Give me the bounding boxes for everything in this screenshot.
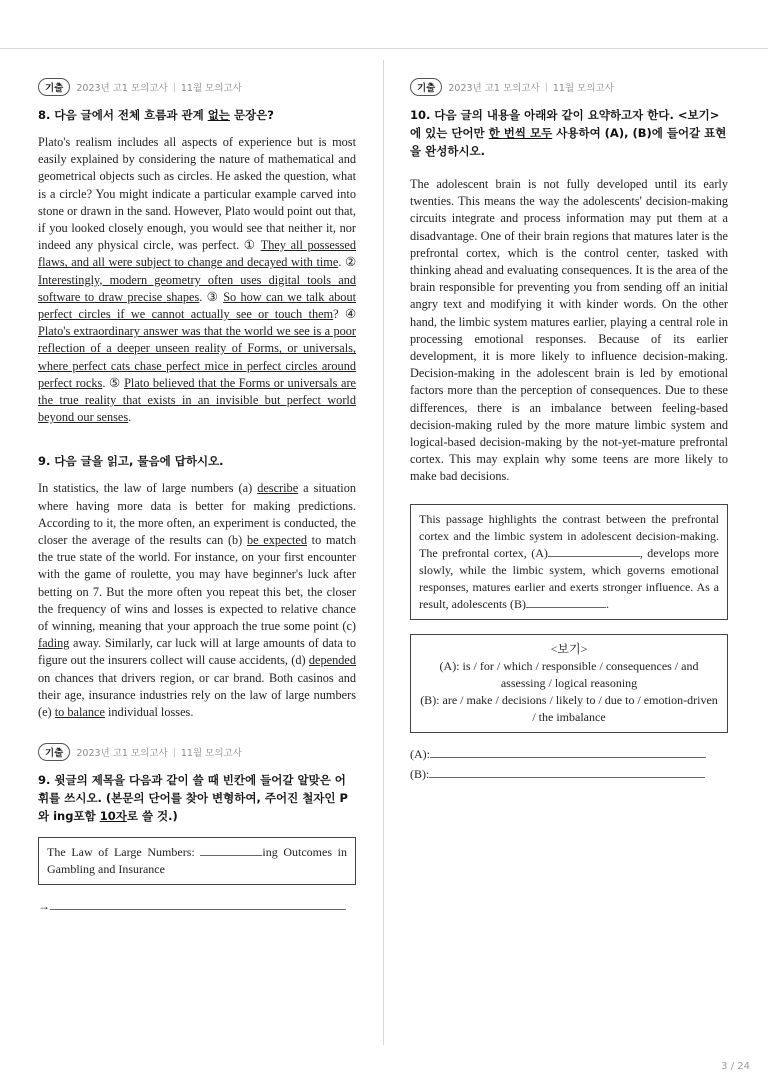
exam-tag: 기출 xyxy=(410,78,442,96)
marker-4: ? ④ xyxy=(333,307,356,322)
q9-passage xyxy=(38,480,356,721)
answer-a-label: (A): xyxy=(410,746,430,761)
q8-title xyxy=(38,106,356,124)
q8-source-row xyxy=(38,78,356,96)
marker-5: . ⑤ xyxy=(102,375,125,390)
q8-title-text: 8. 다음 글에서 전체 흐름과 관계 xyxy=(38,108,208,122)
separator: | xyxy=(544,81,548,93)
q8-sentence-2: Interestingly, modern geometry often uses digital tools and software to draw precise shapes xyxy=(38,272,356,304)
q9-underline-c: fading xyxy=(38,636,70,651)
q9b-answer xyxy=(38,897,356,915)
q8-sentence-5: Plato believed that the Forms or universals are the true reality that exists in an invisible but perfect world beyond our senses xyxy=(38,375,356,425)
q9b-title-end: 로 쓸 것.) xyxy=(126,809,178,824)
right-column xyxy=(410,78,728,783)
q9-underline-b: be expected xyxy=(246,533,307,548)
answer-blank[interactable] xyxy=(50,909,346,910)
q8-title-text-end: 문장은? xyxy=(229,108,274,122)
title-blank[interactable] xyxy=(200,855,262,856)
q9b-source-row xyxy=(38,743,356,761)
bogi-title: <보기> xyxy=(550,641,588,656)
bogi-b: (B): are / make / decisions / likely to / due to / emotion-driven / the imbalance xyxy=(420,692,718,724)
page-number: 3 / 24 xyxy=(721,1061,750,1072)
q9-underline-a: describe xyxy=(257,481,299,496)
q10-title-text: 10. 다음 글의 내용을 아래와 같이 요약하고자 한다. <보기>에 있는 단어만 xyxy=(410,108,720,140)
q10-title-underline: 한 번씩 모두 xyxy=(488,126,553,140)
q9-underline-e: to balance xyxy=(54,705,105,720)
source-year: 2023년 고1 모의고사 xyxy=(448,83,540,94)
q10-bogi-box xyxy=(410,634,728,733)
q9-text-5: on chances that drivers region, or car brand. Both casinos and their age, insurance industries rely on the law of large numbers (e) xyxy=(38,670,356,720)
source-year: 2023년 고1 모의고사 xyxy=(76,748,168,760)
summary-text-2: , develops more slowly, while the limbic system, which governs emotional responses, matures earlier and exerts stronger influence. As a result, adolescents (B) xyxy=(419,545,720,611)
q9-text-1: In statistics, the law of large numbers (a) xyxy=(38,481,258,496)
q9-text-2: a situation where having more data is better for making predictions. According to it, the more often, an experiment is conducted, the closer the average of the results can (b) xyxy=(38,481,357,548)
q8-sentence-4: Plato's extraordinary answer was that the world we see is a poor reflection of a deeper unseen reality of Forms, or universals, where perfect cats chase perfect mice in perfect circles around perfect rocks xyxy=(38,324,356,390)
exam-tag: 기출 xyxy=(38,78,70,96)
source-exam: 11월 모의고사 xyxy=(552,83,614,94)
q9-text-4: away. Similarly, car luck will at large amounts of data to figure out the insurers collect will cause accidents, (d) xyxy=(38,636,356,668)
answer-a xyxy=(410,745,728,763)
q10-summary-box xyxy=(410,504,728,620)
summary-text-1: This passage highlights the contrast between the prefrontal cortex and the limbic system in adolescent decision-making. The prefrontal cortex, (A) xyxy=(419,511,719,560)
arrow-icon: → xyxy=(38,899,50,914)
q9b-title-text: 9. 윗글의 제목을 다음과 같이 쓸 때 빈칸에 들어갈 알맞은 어휘를 쓰시오. (본문의 단어를 찾아 변형하여, 주어진 철자인 P와 ing포함 xyxy=(38,773,348,824)
summary-end: . xyxy=(605,596,609,611)
source-exam: 11월 모의고사 xyxy=(180,83,242,94)
q8-passage xyxy=(38,134,356,426)
q9b-title xyxy=(38,771,356,825)
q8-sentence-1: They all possessed flaws, and all were subject to change and decayed with time xyxy=(38,238,356,270)
marker-2: . ② xyxy=(338,255,356,270)
source-year: 2023년 고1 모의고사 xyxy=(76,83,168,94)
source-exam: 11월 모의고사 xyxy=(180,748,242,760)
q9b-box-text-1: The Law of Large Numbers: xyxy=(47,845,201,860)
separator: | xyxy=(172,746,176,758)
q9b-box-text-2: ing Outcomes in Gambling and Insurance xyxy=(47,845,348,877)
q9b-title-underline: 10자 xyxy=(99,809,127,824)
left-column xyxy=(38,78,356,915)
blank-a[interactable] xyxy=(548,556,640,557)
q10-passage: The adolescent brain is not fully developed until its early twenties. This means the way the adolescents' decision-making circuits integrate and process information may put them at a disadvantage. One of their brain regions that matures later is the prefrontal cortex, which is the control center, tasked with thinking ahead and evaluating consequences. It is the area of the brain responsible for preventing you from sending off an initial angry text and modifying it with kinder words. On the other hand, the limbic system matures earlier, playing a central role in processing emotional responses. Because of its earlier development, it is more likely to influence decision-making. Decision-making in the adolescent brain is led by emotional factors more than the perception of consequences. Due to these differences, there is an imbalance between feeling-based decision-making ruled by the more mature limbic system and logical-based decision-making by the not-yet-mature prefrontal cortex. This may explain why some teens are more likely to make bad decisions. xyxy=(410,177,728,484)
q10-title xyxy=(410,106,728,160)
answer-b xyxy=(410,765,728,783)
q10-title-end: 사용하여 (A), (B)에 들어갈 표현을 완성하시오. xyxy=(410,126,727,158)
answer-a-blank[interactable] xyxy=(430,757,706,758)
answer-b-label: (B): xyxy=(410,766,430,781)
bogi-a: (A): is / for / which / responsible / consequences / and assessing / logical reasoning xyxy=(439,658,699,690)
separator: | xyxy=(172,81,176,93)
q8-sentence-3: So how can we talk about perfect circles if we cannot actually see or touch them xyxy=(38,289,357,322)
q9-text-6: individual losses. xyxy=(104,705,194,720)
marker-3: . ③ xyxy=(199,289,224,304)
answer-b-blank[interactable] xyxy=(429,777,705,778)
blank-b[interactable] xyxy=(526,607,606,608)
q8-title-underline: 없는 xyxy=(207,108,230,122)
q9-title: 9. 다음 글을 읽고, 물음에 답하시오. xyxy=(38,454,224,469)
header-rule xyxy=(0,48,768,49)
exam-tag: 기출 xyxy=(38,743,70,761)
q9b-title-box xyxy=(38,837,356,885)
q9-underline-d: depended xyxy=(308,653,356,668)
q8-intro: Plato's realism includes all aspects of experience but is most easily explained by considering the nature of mathematical and geometrical objects such as circles. He asked the question, what is a circle? You might indicate a particular example carved into stone or drawn in the sand. However, Plato would point out that, if you looked closely enough, you would see that neither it, nor indeed any physical circle, was perfect. ① xyxy=(38,135,356,253)
column-divider xyxy=(383,60,384,1045)
q10-source-row xyxy=(410,78,728,96)
q8-end: . xyxy=(128,410,132,425)
q9-text-3: to match the true state of the world. For instance, on your first encounter with the game of roulette, you may have beginner's luck after betting on 7. But the more often you repeat this bet, the closer the frequency of wins and losses is expected to relative chance of winning, meaning that your approach the true some point (c) xyxy=(38,533,356,634)
